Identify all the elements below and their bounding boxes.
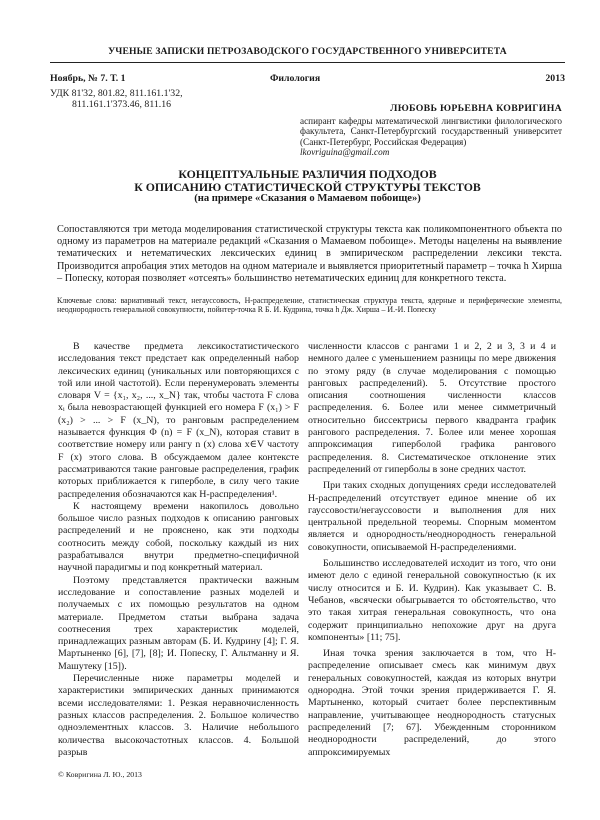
paragraph: При таких сходных допущениях среди исследователей H-распределений отсутствует единое мнение об их гауссовости/негауссовости и выполнения для них центральной предельной теоремы. Спорным моментом является и однородность/неоднородность генеральной совокупности, описываемой H-распределениями. <box>308 480 556 553</box>
body-column-left <box>58 341 299 759</box>
title-line-2: К ОПИСАНИЮ СТАТИСТИЧЕСКОЙ СТРУКТУРЫ ТЕКСТОВ <box>134 179 481 194</box>
abstract: Сопоставляются три метода моделирования статистической структуры текста как поликомпонентного объекта по одному из параметров на материале редакций «Сказания о Мамаевом побоище». Методы нацелены на выявление тематических и нетематических лексических единиц в эмпирическом распределении лексики текста. Производится апробация этих методов на одном материале и выявляется приоритетный параметр – точка h Хирша – Попеску, которая позволяет «отсеять» большинство нетематических единиц для конкретного текста. <box>57 224 562 284</box>
paragraph: К настоящему времени накопилось довольно большое число разных подходов к описанию ранговых распределений и не прояснено, как эти подходы соотносить между собой, поскольку каждый из них разрабатывался внутри предметно-специфичной научной парадигмы и под конкретный материал. <box>58 500 299 574</box>
udk-line-2: 811.161.1'373.46, 811.16 <box>72 99 172 110</box>
author-affiliation: аспирант кафедры математической лингвистики филологического факультета, Санкт-Петербургский государственный университет (Санкт-Петербург, Российская Федерация) <box>300 115 562 147</box>
udk-line-1: УДК 81'32, 801.82, 811.161.1'32, <box>50 88 183 99</box>
issue-info: Ноябрь, № 7. Т. 1 <box>50 73 126 84</box>
body-column-right <box>308 341 556 759</box>
paragraph: Иная точка зрения заключается в том, что H-распределение описывает смесь как минимум двух генеральных совокупностей, каждая из которых внутри однородна. Этой точки зрения придерживается Г. Я. Мартыненко, который считает более перспективным направление, учитывающее неоднородность статусных распределений [7; 67]. Убежденным сторонником неоднородности распределений, до этого аппроксимируемых <box>308 648 556 758</box>
copyright: © Ковригина Л. Ю., 2013 <box>58 770 142 779</box>
paragraph: Большинство исследователей исходит из того, что они имеют дело с единой генеральной совокупностью (к их числу относится и Б. И. Кудрин). Как указывает С. В. Чебанов, «всячески обыгрывается то обстоятельство, что это такая хитрая генеральная совокупность, что она содержит принципиально непохожие друг на друга компоненты» [11; 75]. <box>308 558 556 643</box>
title-line-1: КОНЦЕПТУАЛЬНЫЕ РАЗЛИЧИЯ ПОДХОДОВ <box>178 167 437 181</box>
issue-row <box>50 73 565 87</box>
header-rule <box>50 62 565 63</box>
paragraph: В качестве предмета лексикостатистического исследования текст предстает как определенный набор лексических единиц (уникальных или повторяющихся с той или иной частотой). Если перенумеровать элементы словаря V = {x₁, x₂, ..., x_N} так, чтобы частота F слова xᵢ была невозрастающей функцией его номера F (x₁) > F (x₂) > ... > F (x_N), то ранговым распределением называется функция Φ (n) = F (x_N), которая ставит в соответствие номеру или рангу n (x) слова x∈V частоту F (x) этого слова. В обсуждаемом далее контексте рассматриваются такие ранговые распределения, график которых приближается к гиперболе, в силу чего такие распределения обозначаются как H-распределения¹. <box>58 341 299 500</box>
article-title <box>50 168 565 205</box>
journal-title: УЧЕНЫЕ ЗАПИСКИ ПЕТРОЗАВОДСКОГО ГОСУДАРСТВЕННОГО УНИВЕРСИТЕТА <box>108 46 507 57</box>
keywords <box>57 296 562 315</box>
udk-codes <box>50 88 183 110</box>
author-name: ЛЮБОВЬ ЮРЬЕВНА КОВРИГИНА <box>390 103 562 114</box>
author-email[interactable]: lkovriguina@gmail.com <box>300 147 390 158</box>
section-name: Филология <box>270 73 321 84</box>
issue-year: 2013 <box>545 73 565 84</box>
paragraph: Перечисленные ниже параметры моделей и характеристики эмпирических данных принимаются всеми исследователями: 1. Резкая неравночисленность разных классов распределения. 2. Большое количество одноэлементных классов. 3. Наличие небольшого количества высокочастотных классов. 4. Большой разрыв <box>58 673 299 758</box>
paragraph: Поэтому представляется практически важным исследование и сопоставление разных моделей и получаемых с их помощью результатов на одном материале. Предметом статьи выбрана задача соотнесения трех характеристик моделей, принадлежащих разным авторам (Б. И. Кудрину [4]; Г. Я. Мартыненко [6], [7], [8]; И. Попеску, Г. Альтманну и Я. Машутеку [15]). <box>58 574 299 672</box>
keywords-label: Ключевые слова: <box>57 296 117 305</box>
paragraph: численности классов с рангами 1 и 2, 2 и 3, 3 и 4 и немного далее с уменьшением разницы по мере движения по этому ряду (в случае моделирования с помощью ранговых распределений). 5. Отсутствие простого описания соотношения численности классов распределения. 6. Более или менее симметричный относительно биссектрисы первого квадранта график рангового распределения. 7. Более или менее хорошая аппроксимация гиперболой графика рангового распределения. 8. Систематическое отклонение этих распределений от гиперболы в зоне средних частот. <box>308 341 556 475</box>
keywords-text: вариативный текст, негауссовость, H-распределение, статистическая структура текста, ядерные и периферические элементы, неоднородность генеральной совокупности, пойнтер-точка R Б. И. Кудрина, точка h Дж. Хирша – И.-И. Попеску <box>57 296 562 315</box>
author-block <box>300 104 562 158</box>
article-subtitle: (на примере «Сказания о Мамаевом побоище») <box>194 193 421 204</box>
